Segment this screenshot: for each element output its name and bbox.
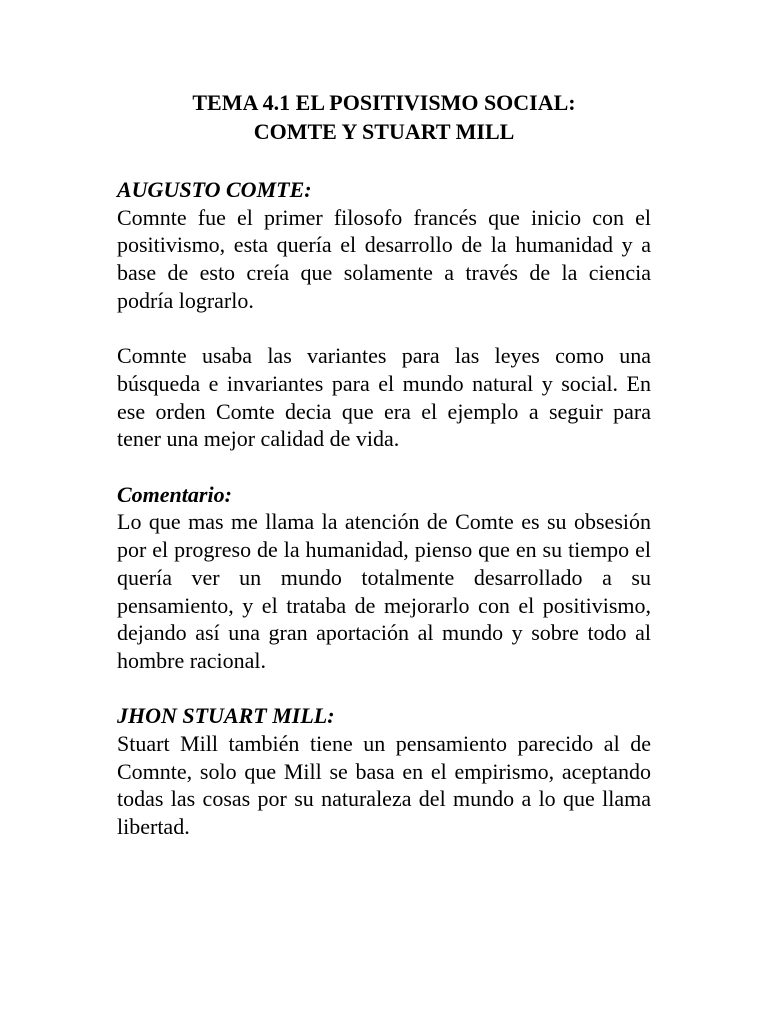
- spacer: [117, 453, 651, 481]
- paragraph: Lo que mas me llama la atención de Comte es su obsesión por el progreso de la humanidad, pienso que en su tiempo el quería ver un mundo totalmente desarrollado a su pensamiento, y el trataba de mejorarlo con el positivismo, dejando así una gran aportación al mundo y sobre todo al hombre racional.: [117, 509, 651, 673]
- paragraph: Comnte fue el primer filosofo francés que inicio con el positivismo, esta quería el desarrollo de la humanidad y a base de esto creía que solamente a través de la ciencia podría lograrlo.: [117, 204, 651, 313]
- section-heading: JHON STUART MILL:: [117, 703, 335, 729]
- document-page: [117, 88, 651, 841]
- title-line-2: COMTE Y STUART MILL: [253, 119, 515, 144]
- section-heading: AUGUSTO COMTE:: [117, 177, 312, 202]
- title-line-1: TEMA 4.1 EL POSITIVISMO SOCIAL:: [192, 90, 576, 115]
- section-jhon-stuart-mill: [117, 702, 651, 841]
- spacer: [117, 675, 651, 703]
- paragraph: Comnte usaba las variantes para las leyes como una búsqueda e invariantes para el mundo natural y social. En ese orden Comte decia que era el ejemplo a seguir para tener una mejor calidad de vida.: [117, 343, 651, 452]
- paragraph: Stuart Mill también tiene un pensamiento parecido al de Comnte, solo que Mill se basa en el empirismo, aceptando todas las cosas por su naturaleza del mundo a lo que llama libertad.: [117, 731, 651, 840]
- section-heading: Comentario:: [117, 481, 232, 507]
- spacer: [117, 146, 651, 176]
- section-augusto-comte: [117, 176, 651, 453]
- document-title: [117, 88, 651, 146]
- section-comentario: [117, 481, 651, 675]
- spacer: [117, 315, 651, 343]
